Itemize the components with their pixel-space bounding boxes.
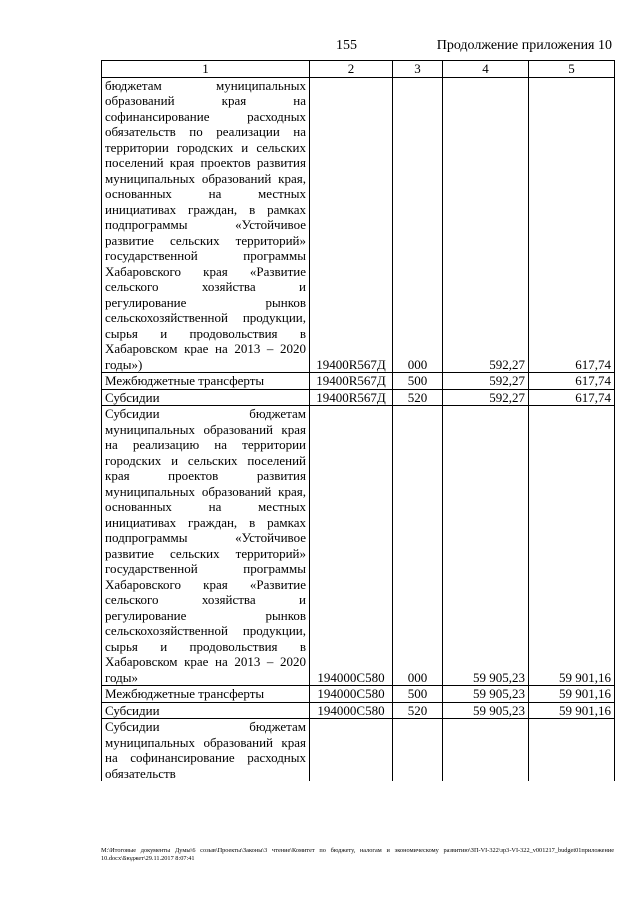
row-description: Межбюджетные трансферты: [102, 373, 310, 390]
row-description: Субсидии бюджетам муниципальных образований края на реализацию на территории городских и сельских поселений края проектов развития муниципальных образований края, основанных на местных инициативах граждан, в рамках подпрограммы «Устойчивое развитие сельских территорий» государственной программы Хабаровского края «Развитие сельского хозяйства и регулирование рынков сельскохозяйственной продукции, сырья и продовольствия в Хабаровском крае на 2013 – 2020 годы»: [102, 406, 310, 686]
column-number-row: [102, 61, 615, 78]
column-number: 4: [443, 61, 529, 78]
column-number: 3: [393, 61, 443, 78]
footer-file-path: M:\Итоговые документы Думы\6 созыв\Проекты\Законы\3 чтение\Комитет по бюджету, налогам и экономическому развитию\ЗП-VI-322\зр3-VI-322_v001217_budget01приложение 10.docx\Бюджет\29.11.2017 8:07:41: [101, 847, 614, 862]
row-code: 19400R567Д: [310, 77, 393, 373]
row-sum-2: [529, 719, 615, 782]
row-type: 000: [393, 77, 443, 373]
row-sum-1: 592,27: [443, 389, 529, 406]
row-sum-1: 59 905,23: [443, 406, 529, 686]
row-sum-2: 617,74: [529, 373, 615, 390]
row-sum-2: 617,74: [529, 389, 615, 406]
row-code: 194000C580: [310, 702, 393, 719]
row-sum-1: 592,27: [443, 373, 529, 390]
table-row: [102, 389, 615, 406]
budget-table: [101, 60, 615, 781]
row-type: 500: [393, 373, 443, 390]
table-row: [102, 686, 615, 703]
row-description: Субсидии: [102, 702, 310, 719]
column-number: 1: [102, 61, 310, 78]
row-code: [310, 719, 393, 782]
column-number: 5: [529, 61, 615, 78]
row-sum-2: 59 901,16: [529, 702, 615, 719]
running-title: Продолжение приложения 10: [436, 38, 612, 53]
row-type: 500: [393, 686, 443, 703]
row-description: Субсидии: [102, 389, 310, 406]
row-code: 194000C580: [310, 406, 393, 686]
row-code: 19400R567Д: [310, 389, 393, 406]
row-description: Субсидии бюджетам муниципальных образований края на софинансирование расходных обязательств: [102, 719, 310, 782]
row-sum-2: 59 901,16: [529, 686, 615, 703]
row-code: 194000C580: [310, 686, 393, 703]
table-row: [102, 719, 615, 782]
row-type: 000: [393, 406, 443, 686]
row-description: Межбюджетные трансферты: [102, 686, 310, 703]
table-row: [102, 406, 615, 686]
page-number: 155: [336, 38, 357, 53]
row-sum-2: 59 901,16: [529, 406, 615, 686]
table-row: [102, 373, 615, 390]
row-sum-2: 617,74: [529, 77, 615, 373]
row-sum-1: [443, 719, 529, 782]
row-description: бюджетам муниципальных образований края на софинансирование расходных обязательств по реализации на территории городских и сельских поселений края проектов развития муниципальных образований края, основанных на местных инициативах граждан, в рамках подпрограммы «Устойчивое развитие сельских территорий» государственной программы Хабаровского края «Развитие сельского хозяйства и регулирование рынков сельскохозяйственной продукции, сырья и продовольствия в Хабаровском крае на 2013 – 2020 годы»): [102, 77, 310, 373]
row-sum-1: 59 905,23: [443, 702, 529, 719]
row-sum-1: 59 905,23: [443, 686, 529, 703]
row-type: 520: [393, 702, 443, 719]
table-row: [102, 702, 615, 719]
row-sum-1: 592,27: [443, 77, 529, 373]
row-type: [393, 719, 443, 782]
column-number: 2: [310, 61, 393, 78]
table-row: [102, 77, 615, 373]
row-code: 19400R567Д: [310, 373, 393, 390]
row-type: 520: [393, 389, 443, 406]
